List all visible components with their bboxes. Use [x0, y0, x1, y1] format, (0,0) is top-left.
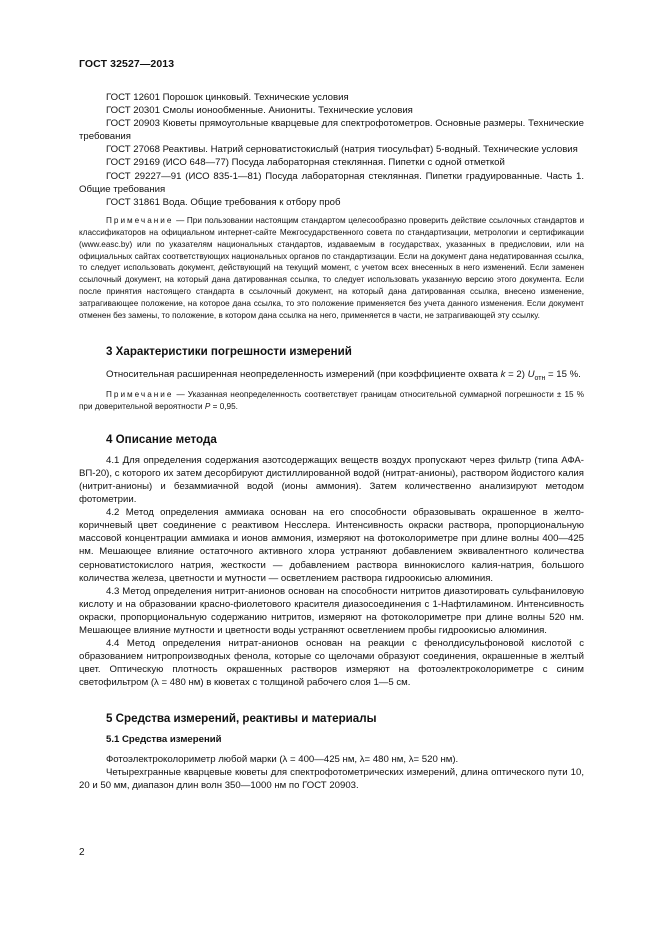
- section-3-paragraph: [79, 368, 584, 385]
- note-label: Примечание: [106, 215, 174, 225]
- symbol-u: U: [527, 369, 535, 380]
- note-dash: —: [176, 390, 185, 399]
- page-content: [79, 91, 584, 792]
- section-5-paragraph: Фотоэлектроколориметр любой марки (λ = 400—425 нм, λ= 480 нм, λ= 520 нм).: [106, 753, 459, 765]
- section-4-paragraph: 4.3 Метод определения нитрит-анионов основан на способности нитритов диазотировать сульфаниловую кислоту и на образовании красно-фиолетового красителя диазосоединения с 1-Нафтиламином. Интенсивность окраски, пропорциональную содержанию нитритов, измеряют на фотоколориметре при длине волны 520 нм. Мешающее влияние мутности и цветности воды устраняют осветлением пробы гидроокисью алюминия.: [79, 585, 584, 637]
- note-label: Примечание: [106, 390, 174, 399]
- reference-item: ГОСТ 29227—91 (ИСО 835-1—81) Посуда лабораторная стеклянная. Пипетки градуированные. Часть 1. Общие требования: [79, 170, 584, 195]
- note-text: При пользовании настоящим стандартом целесообразно проверить действие ссылочных стандартов и классификаторов на официальном интернет-сайте Межгосударственного совета по стандартизации, метрологии и сертификации (www.easc.by) или по указателям национальных стандартов, издаваемым в государствах, указанных в предисловии, или на официальных сайтах соответствующих национальных органов по стандартизации. Если на документ дана недатированная ссылка, то следует использовать документ, действующий на текущий момент, с учетом всех внесенных в него изменений. Если заменен ссылочный документ, на который дана датированная ссылка, то следует использовать указанную версию этого документа. Если после принятия настоящего стандарта в ссылочный документ, на который дана датированная ссылка, внесено изменение, затрагивающее положение, на которое дана ссылка, то это положение применяется без учета данного изменения. Если документ отменен без замены, то положение, в котором дана ссылка на него, применяется в части, не затрагивающей эту ссылку.: [79, 215, 585, 321]
- section-3-heading: 3 Характеристики погрешности измерений: [106, 345, 352, 358]
- normative-references: [79, 91, 584, 209]
- section-3-note: [79, 389, 584, 413]
- reference-item: ГОСТ 27068 Реактивы. Натрий серноватистокислый (натрия тиосульфат) 5-водный. Технические условия: [106, 144, 578, 156]
- section-4-heading: 4 Описание метода: [106, 432, 217, 446]
- note-dash: —: [176, 215, 185, 225]
- page-number: 2: [79, 847, 85, 858]
- section-4-paragraph: 4.1 Для определения содержания азотсодержащих веществ воздух пропускают через фильтр (типа АФА-ВП-20), с которого их затем десорбируют дистиллированной водой (нитрат-анионы), раствором йодистого калия (нитрит-анионы) и безаммиачной водой (ионы аммония). Затем количественно анализируют методом фотометрии.: [79, 454, 584, 506]
- subscript: отн: [534, 374, 546, 382]
- text-run: = 2): [505, 369, 528, 380]
- text-run: = 15 %.: [545, 369, 581, 380]
- reference-item: ГОСТ 12601 Порошок цинковый. Технические условия: [106, 92, 349, 103]
- section-5-heading: 5 Средства измерений, реактивы и материалы: [106, 711, 377, 725]
- standard-header: ГОСТ 32527—2013: [79, 58, 175, 70]
- reference-item: ГОСТ 20301 Смолы ионообменные. Аниониты. Технические условия: [106, 105, 413, 117]
- text-run: Относительная расширенная неопределенность измерений (при коэффициенте охвата: [106, 369, 501, 380]
- references-note: [79, 215, 584, 322]
- note-text: = 0,95.: [210, 401, 238, 411]
- section-5-paragraph: Четырехгранные кварцевые кюветы для спектрофотометрических измерений, длина оптического пути 10, 20 и 50 мм, диапазон длин волн 350—1000 нм по ГОСТ 20903.: [79, 766, 584, 791]
- reference-item: ГОСТ 20903 Кюветы прямоугольные кварцевые для спектрофотометров. Основные размеры. Технические требования: [79, 118, 584, 143]
- symbol-p: P: [204, 401, 211, 411]
- symbol-k: k: [500, 369, 506, 380]
- reference-item: ГОСТ 29169 (ИСО 648—77) Посуда лабораторная стеклянная. Пипетки с одной отметкой: [106, 157, 505, 169]
- reference-item: ГОСТ 31861 Вода. Общие требования к отбору проб: [106, 196, 341, 208]
- section-4-paragraph: 4.4 Метод определения нитрат-анионов основан на реакции с фенолдисульфоновой кислотой с образованием нитропроизводных фенола, которые со щелочами образуют соединения, окрашенные в желтый цвет. Оптическую плотность окрашенных растворов измеряют на фотоэлектроколориметре с синим светофильтром (λ = 480 нм) в кюветах с толщиной рабочего слоя 1—5 см.: [79, 638, 584, 689]
- note-text: Указанная неопределенность соответствует границам относительной суммарной погрешности ± 15 % при доверительной вероятности: [79, 390, 584, 411]
- subsection-5-1-heading: 5.1 Средства измерений: [106, 733, 222, 745]
- section-4-paragraph: 4.2 Метод определения аммиака основан на его способности образовывать окрашенное в желто-коричневый цвет соединение с реактивом Несслера. Интенсивность окраски раствора, пропорциональную массовой концентрации аммиака и ионов аммония, измеряют на фотоколориметре при длине волны 400—425 нм. Мешающее влияние остаточного активного хлора устраняют добавлением эквивалентного количества серноватистокислого натрия, жесткости — добавлением раствора виннокислого калия-натрия, большого количества железа, цветности и мутности — осветлением раствора гидроокисью алюминия.: [79, 507, 584, 584]
